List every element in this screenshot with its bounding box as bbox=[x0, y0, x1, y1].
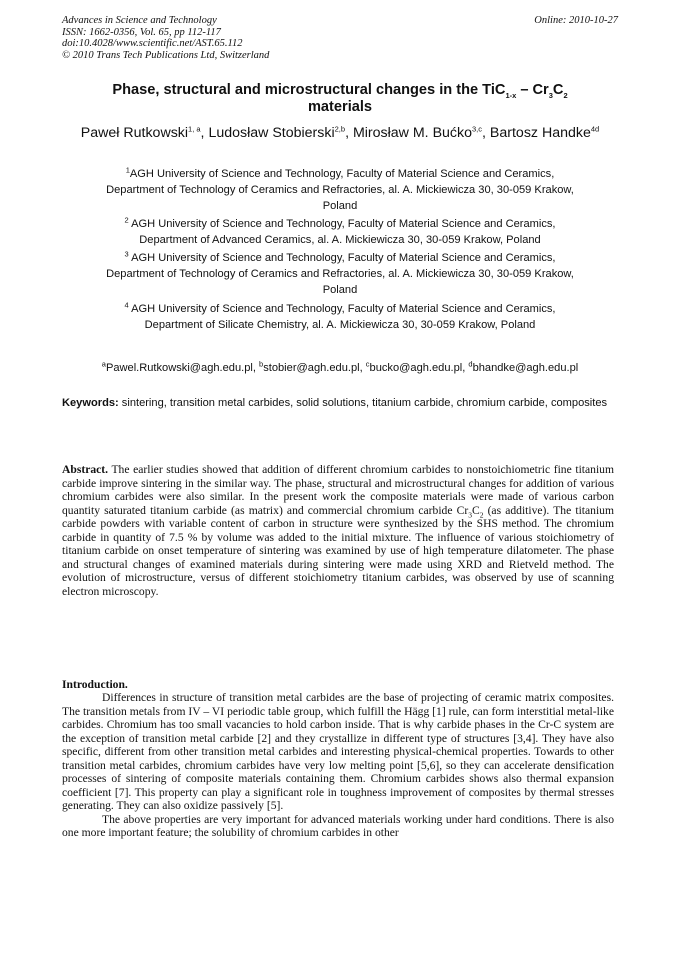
affiliation-number: 2 bbox=[124, 215, 129, 225]
affiliation-number: 1 bbox=[125, 165, 130, 175]
paper-title bbox=[62, 82, 618, 116]
email-address: bucko@agh.edu.pl bbox=[369, 362, 463, 374]
author bbox=[490, 125, 599, 141]
affiliation-number: 3 bbox=[124, 249, 129, 259]
email-mark: d bbox=[468, 359, 473, 369]
title-subscript: 1-x bbox=[505, 90, 517, 100]
affiliation-number: 4 bbox=[124, 300, 129, 310]
author-name: Mirosław M. Bućko bbox=[352, 125, 472, 141]
keywords-text: sintering, transition metal carbides, solid solutions, titanium carbide, chromium carbide, composites bbox=[118, 397, 608, 409]
email-address: bhandke@agh.edu.pl bbox=[472, 362, 579, 374]
keywords-label: Keywords: bbox=[62, 397, 119, 409]
author-affiliation-mark: 4d bbox=[590, 124, 600, 134]
author-name: Bartosz Handke bbox=[489, 125, 591, 141]
email-list: $^a$Pawel.Rutkowski@agh.edu.pl, $^b$stobier@agh.edu.pl, $^c$bucko@agh.edu.pl, $^d$bhandke@agh.edu.pl bbox=[101, 359, 579, 374]
affiliation-2 bbox=[62, 216, 618, 248]
author bbox=[81, 125, 209, 141]
email-mark: b bbox=[259, 359, 264, 369]
email-address: Pawel.Rutkowski@agh.edu.pl bbox=[105, 362, 253, 374]
affiliation-3 bbox=[62, 250, 618, 298]
author-name: Paweł Rutkowski bbox=[80, 125, 189, 141]
author-list bbox=[62, 124, 618, 142]
title-text: Phase, structural and microstructural changes in the TiC bbox=[112, 82, 506, 98]
email[interactable] bbox=[101, 359, 253, 374]
issn-line: ISSN: 1662-0356, Vol. 65, pp 112-117 bbox=[62, 26, 221, 38]
doi-line: doi:10.4028/www.scientific.net/AST.65.112 bbox=[62, 38, 243, 49]
email-address: stobier@agh.edu.pl bbox=[263, 362, 360, 374]
affiliation-line: AGH University of Science and Technology, Faculty of Material Science and Ceramics, bbox=[128, 303, 556, 315]
title-text: materials bbox=[307, 99, 373, 115]
abstract-subscript: 3 bbox=[468, 509, 472, 519]
email[interactable] bbox=[259, 359, 360, 374]
affiliation-1 bbox=[62, 166, 618, 214]
paragraph: Differences in structure of transition metal carbides are the base of projecting of ceramic matrix composites. The transition metals from IV – VI periodic table group, which fulfill the Hägg [1] rule, can form interstitial metal-like carbides. Chromium has too small vacancies to hold carbon inside. That is why carbide phases in the Cr-C system are the exception of transition metal carbide [2] and they crystallize in different type of structures [3,4]. They have also specific, different from other transition metal carbides and interesting physical-chemical properties. Towards to other transition metal carbides, chromium carbides have very low melting point [5,6], so they can accelerate densification processes of sintering of composite materials containing them. Chromium carbides shows also thermal expansion coefficient [7]. This property can play a significant role in toughness improvement of composites by thermal stresses generating. They can also oxidize passively [5]. bbox=[62, 691, 614, 812]
email-mark: c bbox=[365, 359, 370, 369]
abstract bbox=[62, 463, 614, 598]
online-date: Online: 2010-10-27 bbox=[534, 15, 618, 26]
abstract-text: C bbox=[471, 503, 480, 517]
author-separator: , bbox=[200, 125, 209, 141]
affiliation-line: Department of Technology of Ceramics and Refractories, al. A. Mickiewicza 30, 30-059 Krakow, bbox=[106, 268, 574, 280]
email[interactable] bbox=[365, 359, 463, 374]
title-subscript: 2 bbox=[563, 90, 568, 100]
abstract-text: The earlier studies showed that addition of different chromium carbides to nonstoichiometric fine titanium carbide improve sintering in the similar way. The phase, structural and microstructural changes for addition of various chromium carbides were also similar. In the present work the composite materials were made of various carbon quantity saturated titanium carbide (as matrix) and commercial chromium carbide Cr bbox=[62, 463, 614, 517]
title-text: – Cr bbox=[516, 82, 549, 98]
author-affiliation-mark: 1, a bbox=[188, 124, 201, 134]
abstract-subscript: 2 bbox=[479, 509, 484, 519]
affiliation-line: AGH University of Science and Technology, Faculty of Material Science and Ceramics, bbox=[129, 168, 555, 180]
paragraph: The above properties are very important for advanced materials working under hard conditions. There is also one more important feature; the solubility of chromium carbides in other bbox=[62, 812, 614, 839]
email[interactable] bbox=[468, 359, 579, 374]
title-subscript: 3 bbox=[548, 90, 553, 100]
introduction-body bbox=[62, 691, 614, 840]
journal-name: Advances in Science and Technology bbox=[62, 15, 217, 26]
abstract-text: (as additive). The titanium carbide powders with variable content of carbon in structure were synthesized by the SHS method. The chromium carbide in quantity of 7.5 % by volume was added to the initial mixture. The influence of various stoichiometry of titanium carbide on onset temperature of sintering was examined by use of high temperature dilatometer. The phase and structural changes of examined materials during sintering were made using XRD and Rietveld method. The evolution of microstructure, versus of different stoichiometry titanium carbides, was observed by use of scanning electron microscopy. bbox=[62, 503, 614, 598]
author-name: Ludosław Stobierski bbox=[208, 125, 335, 141]
affiliation-line: Department of Advanced Ceramics, al. A. Mickiewicza 30, 30-059 Krakow, Poland bbox=[139, 234, 541, 246]
title-text: C bbox=[552, 82, 564, 98]
header-citation bbox=[62, 15, 269, 61]
email-mark: a bbox=[101, 359, 106, 369]
affiliation-line: Poland bbox=[322, 284, 358, 296]
introduction-heading: Introduction. bbox=[62, 678, 128, 691]
affiliation-line: Department of Silicate Chemistry, al. A. Mickiewicza 30, 30-059 Krakow, Poland bbox=[144, 319, 536, 331]
affiliation-4 bbox=[62, 301, 618, 333]
author-affiliation-mark: 3,c bbox=[472, 124, 483, 134]
author-separator: , bbox=[345, 125, 353, 141]
keywords bbox=[62, 396, 618, 411]
author bbox=[208, 125, 353, 141]
author-separator: , bbox=[482, 125, 490, 141]
affiliation-line: Department of Technology of Ceramics and Refractories, al. A. Mickiewicza 30, 30-059 Krakow, bbox=[106, 184, 574, 196]
author-affiliation-mark: 2,b bbox=[334, 124, 346, 134]
author bbox=[353, 125, 490, 141]
affiliation-line: Poland bbox=[322, 200, 358, 212]
affiliation-line: AGH University of Science and Technology, Faculty of Material Science and Ceramics, bbox=[128, 218, 556, 230]
copyright-line: © 2010 Trans Tech Publications Ltd, Switzerland bbox=[62, 49, 270, 61]
abstract-label: Abstract. bbox=[62, 463, 109, 476]
affiliation-line: AGH University of Science and Technology, Faculty of Material Science and Ceramics, bbox=[128, 252, 556, 264]
